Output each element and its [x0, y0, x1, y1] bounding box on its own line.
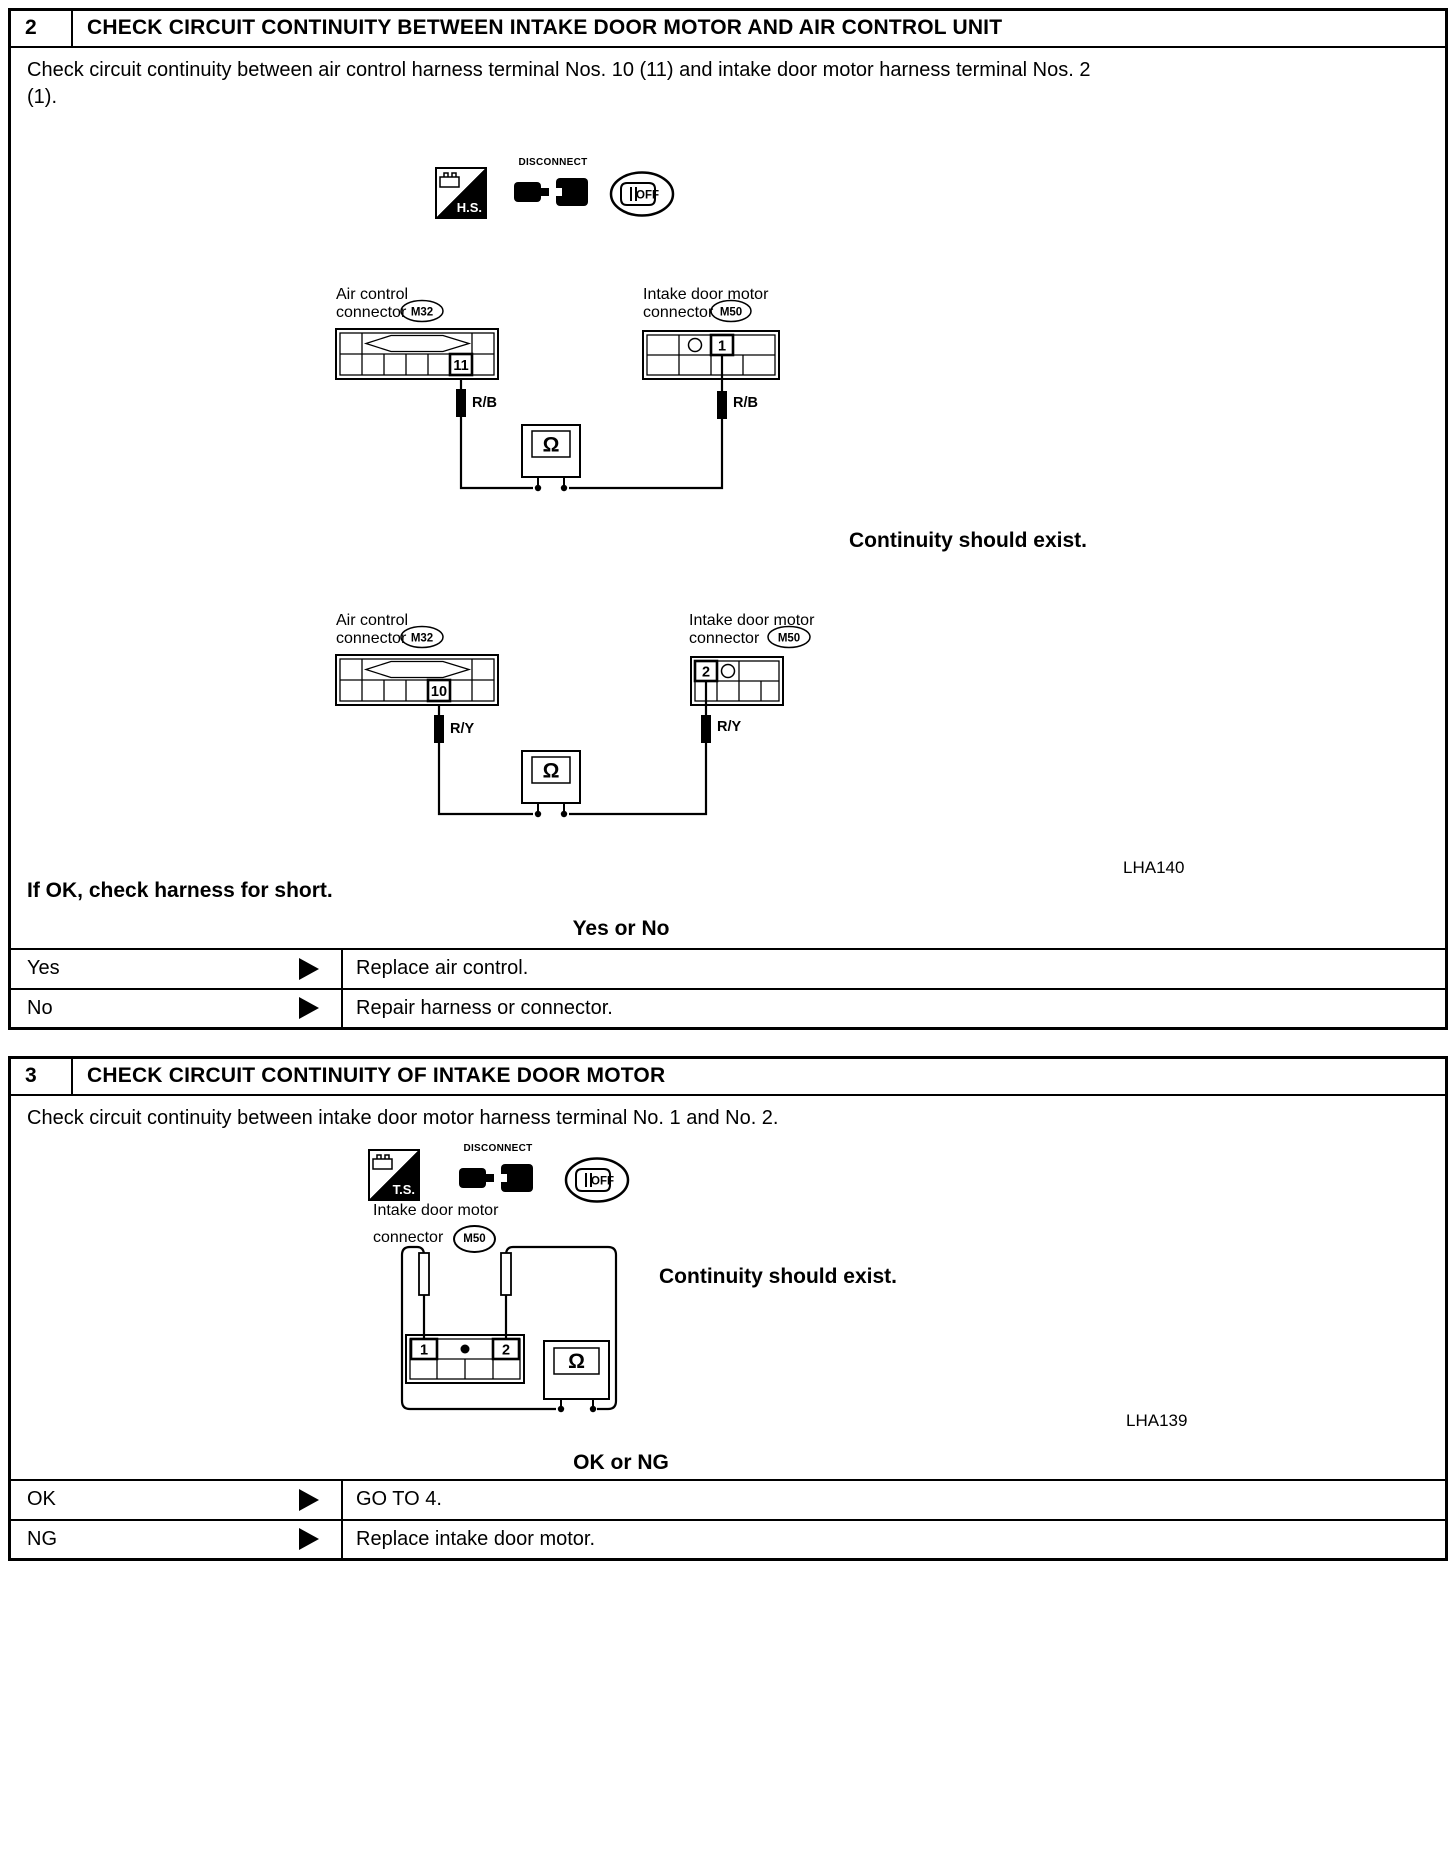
connector-name: connector: [336, 304, 407, 321]
meter-terminal: [558, 1406, 564, 1412]
keyway-shape: [366, 662, 469, 678]
diagram-continuity-11-to-1: [321, 283, 811, 498]
terminal-number: 1: [717, 338, 727, 355]
disconnect-label: DISCONNECT: [518, 157, 588, 168]
result-condition-cell: [11, 1481, 343, 1519]
intake-door-motor-connector: [643, 286, 779, 379]
terminal-number: 11: [453, 358, 469, 374]
connector-id: M32: [410, 306, 434, 319]
plug-left: [459, 1168, 486, 1188]
connector-glyph-icon: [438, 170, 464, 195]
air-control-connector: [336, 286, 498, 379]
intake-door-motor-connector: [406, 1335, 524, 1383]
continuity-note: Continuity should exist.: [849, 529, 1088, 552]
terminal-number: 2: [701, 664, 711, 681]
hs-label: H.S.: [456, 200, 482, 215]
decision-label: OK or NG: [573, 1451, 669, 1474]
step-3-box: [8, 1056, 1448, 1561]
step-2-header: [11, 11, 1445, 48]
terminal-number: 10: [430, 684, 448, 700]
meter-terminal: [535, 811, 541, 817]
step-number: 2: [11, 11, 73, 46]
instruction-line-2: (1).: [27, 86, 57, 108]
probe-sleeve: [434, 715, 444, 743]
meter-terminal: [561, 485, 567, 491]
continuity-note: Continuity should exist.: [659, 1265, 898, 1288]
connector-name: connector: [336, 630, 407, 647]
meter-terminal: [561, 811, 567, 817]
meter-terminal: [535, 485, 541, 491]
figure-id: LHA139: [1126, 1411, 1188, 1430]
wire-color-label: R/B: [472, 395, 497, 411]
condition-text: OK: [27, 1488, 56, 1511]
ohm-symbol: Ω: [542, 759, 560, 783]
result-row-ng: [11, 1519, 1445, 1559]
arrow-right-icon: [299, 997, 319, 1019]
ohmmeter: [522, 425, 580, 491]
result-row-no: [11, 988, 1445, 1028]
connector-name: Air control: [336, 612, 409, 629]
step-title: CHECK CIRCUIT CONTINUITY BETWEEN INTAKE DOOR MOTOR AND AIR CONTROL UNIT: [87, 16, 1003, 39]
plug-left: [514, 182, 541, 202]
result-action-cell: Replace intake door motor.: [356, 1527, 596, 1550]
off-label: OFF: [591, 1175, 614, 1188]
glyph-body: [440, 177, 459, 187]
terminal-hole: [689, 339, 702, 352]
step-2-box: [8, 8, 1448, 1030]
condition-text: No: [27, 996, 53, 1019]
if-ok-note: If OK, check harness for short.: [27, 879, 333, 902]
connector-name: connector: [689, 630, 760, 647]
step-2-instructions: [27, 57, 1431, 111]
plug-tab: [541, 188, 549, 196]
wire: [506, 1247, 616, 1409]
ignition-off-icon: [562, 1155, 632, 1210]
air-control-connector: [336, 612, 498, 705]
connector-name: connector: [643, 304, 714, 321]
arrow-right-icon: [299, 958, 319, 980]
terminal-hole: [722, 665, 735, 678]
keyway-shape: [366, 336, 469, 352]
terminal-number: 2: [501, 1342, 511, 1359]
result-condition-cell: [11, 990, 343, 1028]
step-2-result-table: [11, 948, 1445, 1027]
glyph-body: [373, 1159, 392, 1169]
connector-name: Intake door motor: [643, 286, 769, 303]
step-title: CHECK CIRCUIT CONTINUITY OF INTAKE DOOR MOTOR: [87, 1064, 666, 1087]
test-probes: [419, 1253, 511, 1339]
wire: [569, 681, 706, 814]
connector-id: M50: [777, 632, 801, 645]
disconnect-icon: [508, 157, 598, 220]
ts-label: T.S.: [392, 1182, 415, 1197]
result-action-cell: Repair harness or connector.: [356, 996, 613, 1019]
probe-sleeve: [701, 715, 711, 743]
figure-id: LHA140: [1123, 858, 1185, 877]
plug-tab: [486, 1174, 494, 1182]
result-action-cell: GO TO 4.: [356, 1488, 442, 1511]
disconnect-label: DISCONNECT: [463, 1143, 533, 1154]
decision-label: Yes or No: [572, 917, 670, 940]
ignition-off-icon: [607, 169, 677, 224]
off-label: OFF: [636, 189, 659, 202]
probe-sleeve: [456, 389, 466, 417]
ohm-symbol: Ω: [542, 433, 560, 457]
condition-text: NG: [27, 1527, 57, 1550]
step-3-result-table: [11, 1479, 1445, 1558]
ohmmeter: [544, 1341, 609, 1412]
instruction-line-1: Check circuit continuity between intake door motor harness terminal No. 1 and No. 2.: [27, 1107, 779, 1129]
diagram-continuity-10-to-2: [321, 609, 821, 824]
result-action-cell: Replace air control.: [356, 957, 529, 980]
disconnect-icon: [453, 1143, 543, 1206]
probe-sleeve: [717, 391, 727, 419]
connector-name-line-2: connector M50: [373, 1225, 498, 1253]
condition-text: Yes: [27, 957, 60, 980]
probe-left: [419, 1253, 429, 1295]
connector-name: Intake door motor: [689, 612, 815, 629]
arrow-right-icon: [299, 1489, 319, 1511]
wire-color-label: R/B: [733, 395, 758, 411]
result-condition-cell: [11, 950, 343, 988]
wire-color-label: R/Y: [450, 721, 475, 737]
connector-glyph-icon: [371, 1152, 397, 1177]
diagram-motor-continuity: [391, 1245, 641, 1420]
result-condition-cell: [11, 1521, 343, 1559]
meter-terminal: [590, 1406, 596, 1412]
terminal-number: 1: [419, 1342, 429, 1359]
plug-socket: [501, 1174, 507, 1182]
step-3-header: [11, 1059, 1445, 1096]
disconnect-glyph: [511, 169, 595, 215]
wire-color-label: R/Y: [717, 719, 742, 735]
terminal-dot: [461, 1345, 470, 1354]
test-lead-left: [434, 705, 533, 814]
plug-socket: [556, 188, 562, 196]
arrow-right-icon: [299, 1528, 319, 1550]
ohmmeter: [522, 751, 580, 817]
connector-id: M50: [453, 1225, 495, 1253]
result-row-ok: [11, 1479, 1445, 1519]
result-row-yes: [11, 948, 1445, 988]
step-number: 3: [11, 1059, 73, 1094]
ohm-symbol: Ω: [568, 1350, 585, 1373]
connector-id: M50: [719, 306, 743, 319]
probe-right: [501, 1253, 511, 1295]
connector-name: Intake door motor: [373, 1202, 499, 1219]
connector-name: Air control: [336, 286, 409, 303]
connector-id: M32: [410, 632, 434, 645]
step-3-instructions: [27, 1105, 1431, 1132]
ts-tool-icon: [368, 1149, 420, 1201]
disconnect-glyph: [456, 1155, 540, 1201]
intake-door-motor-connector: [689, 612, 815, 705]
instruction-line-1: Check circuit continuity between air control harness terminal Nos. 10 (11) and intake door motor harness terminal Nos. 2: [27, 59, 1091, 81]
hs-tool-icon: [435, 167, 487, 219]
